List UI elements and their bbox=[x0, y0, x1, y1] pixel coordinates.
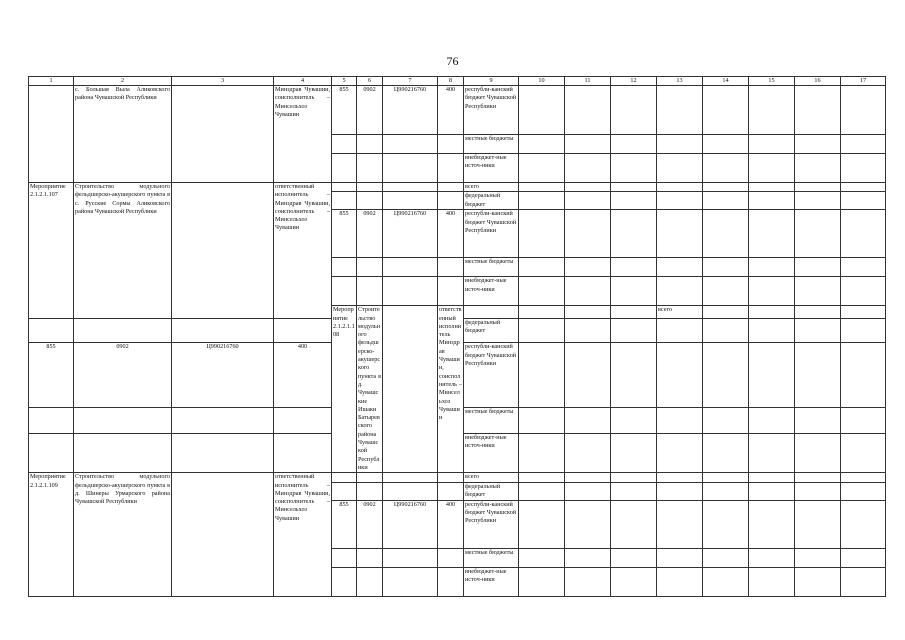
empty-cell bbox=[611, 343, 657, 408]
source-cell: всего bbox=[657, 306, 703, 319]
empty-cell bbox=[611, 500, 657, 548]
executor-cell: ответственный исполнитель – Минздрав Чувашии, соисполнитель – Минсельхоз Чувашии bbox=[274, 473, 332, 596]
source-cell: республи-канский бюджет Чувашской Республики bbox=[464, 210, 519, 258]
empty-cell bbox=[519, 433, 565, 472]
empty-cell bbox=[749, 548, 795, 567]
empty-cell bbox=[795, 408, 841, 434]
empty-cell bbox=[795, 192, 841, 210]
rzpr-cell: 0902 bbox=[74, 343, 172, 408]
empty-cell bbox=[703, 318, 749, 342]
empty-cell bbox=[565, 318, 611, 342]
column-header: 17 bbox=[841, 77, 886, 86]
empty-cell bbox=[383, 183, 438, 192]
empty-cell bbox=[703, 408, 749, 434]
table-row bbox=[29, 183, 886, 192]
column-header: 10 bbox=[519, 77, 565, 86]
empty-cell bbox=[841, 567, 886, 596]
empty-cell bbox=[611, 433, 657, 472]
source-cell: республи-канский бюджет Чувашской Республики bbox=[464, 86, 519, 135]
empty-cell bbox=[703, 258, 749, 277]
empty-cell bbox=[749, 183, 795, 192]
empty-cell bbox=[749, 433, 795, 472]
source-cell: федеральный бюджет bbox=[464, 192, 519, 210]
activity-cell: Мероприятие 2.1.2.1.109 bbox=[29, 473, 74, 596]
empty-cell bbox=[703, 500, 749, 548]
empty-cell bbox=[565, 135, 611, 154]
rzpr-cell: 0902 bbox=[357, 500, 383, 548]
empty-cell bbox=[703, 343, 749, 408]
rzpr-cell: 0902 bbox=[357, 210, 383, 258]
empty-cell bbox=[519, 548, 565, 567]
empty-cell bbox=[703, 183, 749, 192]
empty-cell bbox=[795, 548, 841, 567]
empty-cell bbox=[565, 567, 611, 596]
empty-cell bbox=[357, 154, 383, 183]
empty-cell bbox=[172, 86, 274, 183]
empty-cell bbox=[703, 482, 749, 500]
empty-cell bbox=[565, 154, 611, 183]
source-cell: местные бюджеты bbox=[464, 408, 519, 434]
executor-cell: ответственный исполнитель – Минздрав Чувашии, соисполнитель – Минсельхоз Чувашии bbox=[274, 183, 332, 319]
empty-cell bbox=[749, 192, 795, 210]
empty-cell bbox=[657, 343, 703, 408]
column-header: 6 bbox=[357, 77, 383, 86]
activity-name-cell: Строительство модульного фельдшерско-акушерского пункта в д. Чувашские Ишаки Батыревского района Чувашской Республики bbox=[358, 306, 381, 471]
empty-cell bbox=[611, 210, 657, 258]
empty-cell bbox=[749, 318, 795, 342]
empty-cell bbox=[657, 500, 703, 548]
empty-cell bbox=[657, 277, 703, 306]
empty-cell bbox=[611, 548, 657, 567]
source-cell: федеральный бюджет bbox=[464, 318, 519, 342]
empty-cell bbox=[611, 408, 657, 434]
empty-cell bbox=[795, 86, 841, 135]
empty-cell bbox=[795, 433, 841, 472]
empty-cell bbox=[657, 548, 703, 567]
empty-cell bbox=[519, 482, 565, 500]
source-cell: республи-канский бюджет Чувашской Республики bbox=[464, 343, 519, 408]
source-cell: местные бюджеты bbox=[464, 258, 519, 277]
empty-cell bbox=[657, 210, 703, 258]
column-header: 13 bbox=[657, 77, 703, 86]
empty-cell bbox=[703, 192, 749, 210]
empty-cell bbox=[841, 86, 886, 135]
csr-cell: Ц990216760 bbox=[383, 210, 438, 258]
empty-cell bbox=[357, 473, 383, 482]
empty-cell bbox=[565, 433, 611, 472]
empty-cell bbox=[383, 306, 438, 473]
csr-cell: Ц990216760 bbox=[172, 343, 274, 408]
column-header: 2 bbox=[74, 77, 172, 86]
empty-cell bbox=[611, 86, 657, 135]
empty-cell bbox=[841, 548, 886, 567]
activity-cell: Мероприятие 2.1.2.1.108 bbox=[332, 306, 357, 473]
empty-cell bbox=[611, 258, 657, 277]
empty-cell bbox=[274, 433, 332, 472]
source-cell: республи-канский бюджет Чувашской Республики bbox=[464, 500, 519, 548]
empty-cell bbox=[383, 277, 438, 306]
activity-name-cell: с. Большая Выла Аликовского района Чувашской Республики bbox=[74, 86, 172, 183]
empty-cell bbox=[749, 306, 795, 319]
empty-cell bbox=[611, 135, 657, 154]
empty-cell bbox=[795, 500, 841, 548]
vr-cell: 400 bbox=[438, 86, 464, 135]
empty-cell bbox=[703, 548, 749, 567]
empty-cell bbox=[74, 318, 172, 342]
empty-cell bbox=[29, 408, 74, 434]
table-row bbox=[29, 86, 886, 135]
empty-cell bbox=[383, 258, 438, 277]
empty-cell bbox=[357, 567, 383, 596]
empty-cell bbox=[841, 473, 886, 482]
empty-cell bbox=[332, 154, 357, 183]
vr-cell: 400 bbox=[274, 343, 332, 408]
empty-cell bbox=[519, 277, 565, 306]
column-header: 5 bbox=[332, 77, 357, 86]
empty-cell bbox=[383, 192, 438, 210]
csr-cell: Ц990216760 bbox=[383, 500, 438, 548]
empty-cell bbox=[611, 277, 657, 306]
activity-cell bbox=[29, 86, 74, 183]
empty-cell bbox=[438, 548, 464, 567]
empty-cell bbox=[172, 318, 274, 342]
empty-cell bbox=[29, 433, 74, 472]
empty-cell bbox=[519, 500, 565, 548]
activity-name-cell: Строительство модульного фельдшерско-акушерского пункта в с. Русские Сормы Аликовского района Чувашской Республики bbox=[74, 183, 172, 319]
empty-cell bbox=[841, 210, 886, 258]
empty-cell bbox=[519, 306, 565, 319]
empty-cell bbox=[657, 86, 703, 135]
empty-cell bbox=[841, 500, 886, 548]
empty-cell bbox=[565, 192, 611, 210]
empty-cell bbox=[438, 277, 464, 306]
empty-cell bbox=[749, 86, 795, 135]
empty-cell bbox=[332, 192, 357, 210]
table-row bbox=[29, 473, 886, 482]
empty-cell bbox=[657, 135, 703, 154]
empty-cell bbox=[841, 192, 886, 210]
empty-cell bbox=[519, 343, 565, 408]
empty-cell bbox=[611, 473, 657, 482]
empty-cell bbox=[657, 433, 703, 472]
empty-cell bbox=[703, 277, 749, 306]
empty-cell bbox=[438, 183, 464, 192]
empty-cell bbox=[611, 154, 657, 183]
empty-cell bbox=[657, 183, 703, 192]
empty-cell bbox=[841, 154, 886, 183]
column-header: 16 bbox=[795, 77, 841, 86]
empty-cell bbox=[383, 548, 438, 567]
empty-cell bbox=[749, 482, 795, 500]
empty-cell bbox=[383, 482, 438, 500]
empty-cell bbox=[383, 473, 438, 482]
empty-cell bbox=[657, 473, 703, 482]
empty-cell bbox=[703, 154, 749, 183]
empty-cell bbox=[657, 318, 703, 342]
empty-cell bbox=[749, 473, 795, 482]
source-cell: всего bbox=[464, 183, 519, 192]
empty-cell bbox=[357, 192, 383, 210]
vr-cell: 400 bbox=[438, 500, 464, 548]
empty-cell bbox=[332, 567, 357, 596]
empty-cell bbox=[611, 192, 657, 210]
source-cell: внебюджет-ные источ-ники bbox=[464, 567, 519, 596]
empty-cell bbox=[565, 482, 611, 500]
empty-cell bbox=[172, 433, 274, 472]
program-table bbox=[28, 76, 886, 597]
empty-cell bbox=[519, 258, 565, 277]
empty-cell bbox=[703, 86, 749, 135]
empty-cell bbox=[172, 183, 274, 319]
empty-cell bbox=[519, 473, 565, 482]
empty-cell bbox=[29, 318, 74, 342]
empty-cell bbox=[703, 433, 749, 472]
grbs-cell: 855 bbox=[29, 343, 74, 408]
executor-cell: ответственный исполнитель Минздрав Чувашии, соисполнитель – Минсельхоз Чувашии bbox=[438, 306, 464, 473]
column-header: 15 bbox=[749, 77, 795, 86]
empty-cell bbox=[703, 135, 749, 154]
empty-cell bbox=[703, 210, 749, 258]
source-cell: внебюджет-ные источ-ники bbox=[464, 154, 519, 183]
source-cell: внебюджет-ные источ-ники bbox=[464, 433, 519, 472]
empty-cell bbox=[657, 567, 703, 596]
column-header: 3 bbox=[172, 77, 274, 86]
empty-cell bbox=[841, 277, 886, 306]
empty-cell bbox=[519, 210, 565, 258]
empty-cell bbox=[332, 473, 357, 482]
empty-cell bbox=[565, 86, 611, 135]
rzpr-cell: 0902 bbox=[357, 86, 383, 135]
empty-cell bbox=[274, 318, 332, 342]
source-cell: местные бюджеты bbox=[464, 548, 519, 567]
empty-cell bbox=[841, 183, 886, 192]
empty-cell bbox=[519, 408, 565, 434]
source-cell: внебюджет-ные источ-ники bbox=[464, 277, 519, 306]
column-header: 1 bbox=[29, 77, 74, 86]
empty-cell bbox=[703, 306, 749, 319]
empty-cell bbox=[172, 473, 274, 596]
empty-cell bbox=[438, 258, 464, 277]
empty-cell bbox=[749, 500, 795, 548]
column-header: 8 bbox=[438, 77, 464, 86]
empty-cell bbox=[795, 473, 841, 482]
empty-cell bbox=[438, 135, 464, 154]
empty-cell bbox=[383, 567, 438, 596]
empty-cell bbox=[703, 473, 749, 482]
empty-cell bbox=[795, 482, 841, 500]
empty-cell bbox=[749, 567, 795, 596]
empty-cell bbox=[749, 210, 795, 258]
empty-cell bbox=[74, 408, 172, 434]
column-header: 12 bbox=[611, 77, 657, 86]
empty-cell bbox=[795, 258, 841, 277]
empty-cell bbox=[841, 318, 886, 342]
empty-cell bbox=[611, 318, 657, 342]
empty-cell bbox=[841, 482, 886, 500]
empty-cell bbox=[795, 183, 841, 192]
grbs-cell: 855 bbox=[332, 86, 357, 135]
empty-cell bbox=[841, 258, 886, 277]
empty-cell bbox=[749, 343, 795, 408]
empty-cell bbox=[565, 473, 611, 482]
empty-cell bbox=[332, 183, 357, 192]
source-cell: всего bbox=[464, 473, 519, 482]
empty-cell bbox=[464, 306, 519, 319]
empty-cell bbox=[332, 482, 357, 500]
empty-cell bbox=[565, 306, 611, 319]
empty-cell bbox=[795, 343, 841, 408]
empty-cell bbox=[795, 318, 841, 342]
empty-cell bbox=[519, 135, 565, 154]
empty-cell bbox=[749, 154, 795, 183]
empty-cell bbox=[841, 343, 886, 408]
empty-cell bbox=[438, 154, 464, 183]
empty-cell bbox=[332, 277, 357, 306]
empty-cell bbox=[332, 548, 357, 567]
column-header: 7 bbox=[383, 77, 438, 86]
empty-cell bbox=[438, 567, 464, 596]
empty-cell bbox=[74, 433, 172, 472]
empty-cell bbox=[565, 258, 611, 277]
empty-cell bbox=[749, 277, 795, 306]
column-header: 9 bbox=[464, 77, 519, 86]
empty-cell bbox=[357, 277, 383, 306]
empty-cell bbox=[519, 567, 565, 596]
empty-cell bbox=[795, 154, 841, 183]
vr-cell: 400 bbox=[438, 210, 464, 258]
empty-cell bbox=[611, 306, 657, 319]
empty-cell bbox=[519, 192, 565, 210]
grbs-cell: 855 bbox=[332, 500, 357, 548]
column-header: 4 bbox=[274, 77, 332, 86]
empty-cell bbox=[438, 192, 464, 210]
empty-cell bbox=[841, 306, 886, 319]
empty-cell bbox=[332, 258, 357, 277]
empty-cell bbox=[657, 154, 703, 183]
empty-cell bbox=[357, 258, 383, 277]
empty-cell bbox=[611, 567, 657, 596]
empty-cell bbox=[332, 135, 357, 154]
empty-cell bbox=[749, 258, 795, 277]
empty-cell bbox=[565, 548, 611, 567]
empty-cell bbox=[519, 86, 565, 135]
empty-cell bbox=[795, 135, 841, 154]
empty-cell bbox=[795, 210, 841, 258]
empty-cell bbox=[841, 408, 886, 434]
activity-cell: Мероприятие 2.1.2.1.107 bbox=[29, 183, 74, 319]
source-cell: местные бюджеты bbox=[464, 135, 519, 154]
empty-cell bbox=[438, 482, 464, 500]
empty-cell bbox=[841, 433, 886, 472]
grbs-cell: 855 bbox=[332, 210, 357, 258]
empty-cell bbox=[172, 408, 274, 434]
empty-cell bbox=[357, 183, 383, 192]
column-header: 11 bbox=[565, 77, 611, 86]
column-number-row bbox=[29, 77, 886, 86]
empty-cell bbox=[795, 567, 841, 596]
empty-cell bbox=[519, 154, 565, 183]
empty-cell bbox=[565, 500, 611, 548]
empty-cell bbox=[565, 210, 611, 258]
empty-cell bbox=[795, 277, 841, 306]
source-cell: федеральный бюджет bbox=[464, 482, 519, 500]
empty-cell bbox=[565, 343, 611, 408]
empty-cell bbox=[611, 482, 657, 500]
empty-cell bbox=[657, 482, 703, 500]
empty-cell bbox=[565, 183, 611, 192]
empty-cell bbox=[749, 408, 795, 434]
empty-cell bbox=[519, 318, 565, 342]
empty-cell bbox=[657, 192, 703, 210]
empty-cell bbox=[703, 567, 749, 596]
empty-cell bbox=[383, 135, 438, 154]
page-number: 76 bbox=[446, 54, 459, 68]
empty-cell bbox=[438, 473, 464, 482]
empty-cell bbox=[274, 408, 332, 434]
empty-cell bbox=[841, 135, 886, 154]
empty-cell bbox=[657, 408, 703, 434]
empty-cell bbox=[357, 135, 383, 154]
empty-cell bbox=[657, 258, 703, 277]
executor-cell: Минздрав Чувашии, соисполнитель – Минсельхоз Чувашии bbox=[274, 86, 332, 183]
empty-cell bbox=[795, 306, 841, 319]
empty-cell bbox=[357, 548, 383, 567]
csr-cell: Ц990216760 bbox=[383, 86, 438, 135]
column-header: 14 bbox=[703, 77, 749, 86]
empty-cell bbox=[357, 482, 383, 500]
empty-cell bbox=[383, 154, 438, 183]
activity-name-cell: Строительство модульного фельдшерско-акушерского пункта в д. Шинеры Урмарского района Чувашской Республики bbox=[74, 473, 172, 596]
empty-cell bbox=[749, 135, 795, 154]
empty-cell bbox=[519, 183, 565, 192]
empty-cell bbox=[611, 183, 657, 192]
empty-cell bbox=[565, 277, 611, 306]
empty-cell bbox=[565, 408, 611, 434]
